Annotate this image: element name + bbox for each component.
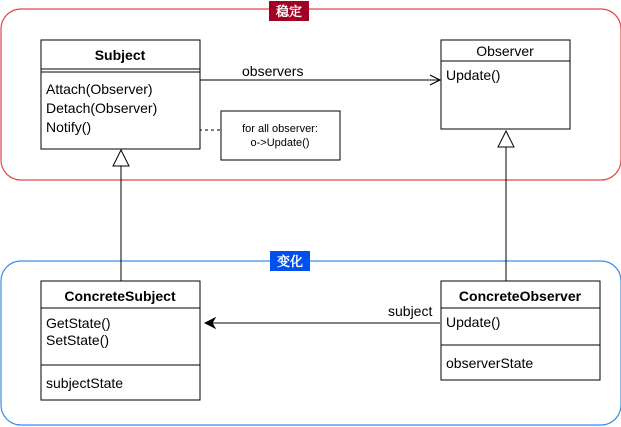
subject-association-label: subject bbox=[388, 303, 433, 319]
note-box-frame bbox=[221, 111, 340, 160]
subject-method-detach: Detach(Observer) bbox=[46, 100, 158, 116]
observer-class-title: Observer bbox=[476, 43, 534, 59]
subject-method-attach: Attach(Observer) bbox=[46, 81, 153, 97]
concrete-subject-method-getstate: GetState() bbox=[46, 315, 111, 331]
note-line-2: o->Update() bbox=[250, 137, 310, 149]
subject-class bbox=[41, 40, 200, 149]
observer-inheritance-arrowhead bbox=[498, 131, 514, 147]
note-line-1: for all observer: bbox=[242, 123, 318, 135]
concrete-subject-method-setstate: SetState() bbox=[46, 332, 110, 348]
concrete-subject-class bbox=[41, 281, 200, 400]
subject-class-title: Subject bbox=[94, 47, 146, 63]
observer-class bbox=[441, 40, 570, 129]
stable-group-label: 稳定 bbox=[275, 4, 303, 19]
concrete-subject-attribute-state: subjectState bbox=[46, 375, 124, 391]
observer-method-update: Update() bbox=[446, 67, 501, 83]
note-box bbox=[221, 111, 340, 160]
variable-group-label: 变化 bbox=[276, 254, 304, 269]
observers-association-label: observers bbox=[242, 63, 304, 79]
concrete-observer-class bbox=[441, 281, 600, 380]
concrete-observer-attribute-state: observerState bbox=[446, 355, 534, 371]
concrete-observer-method-update: Update() bbox=[446, 314, 501, 330]
subject-method-notify: Notify() bbox=[46, 119, 92, 135]
concrete-subject-class-title: ConcreteSubject bbox=[64, 288, 176, 304]
subject-inheritance-arrowhead bbox=[113, 150, 129, 166]
concrete-observer-class-title: ConcreteObserver bbox=[458, 288, 582, 304]
